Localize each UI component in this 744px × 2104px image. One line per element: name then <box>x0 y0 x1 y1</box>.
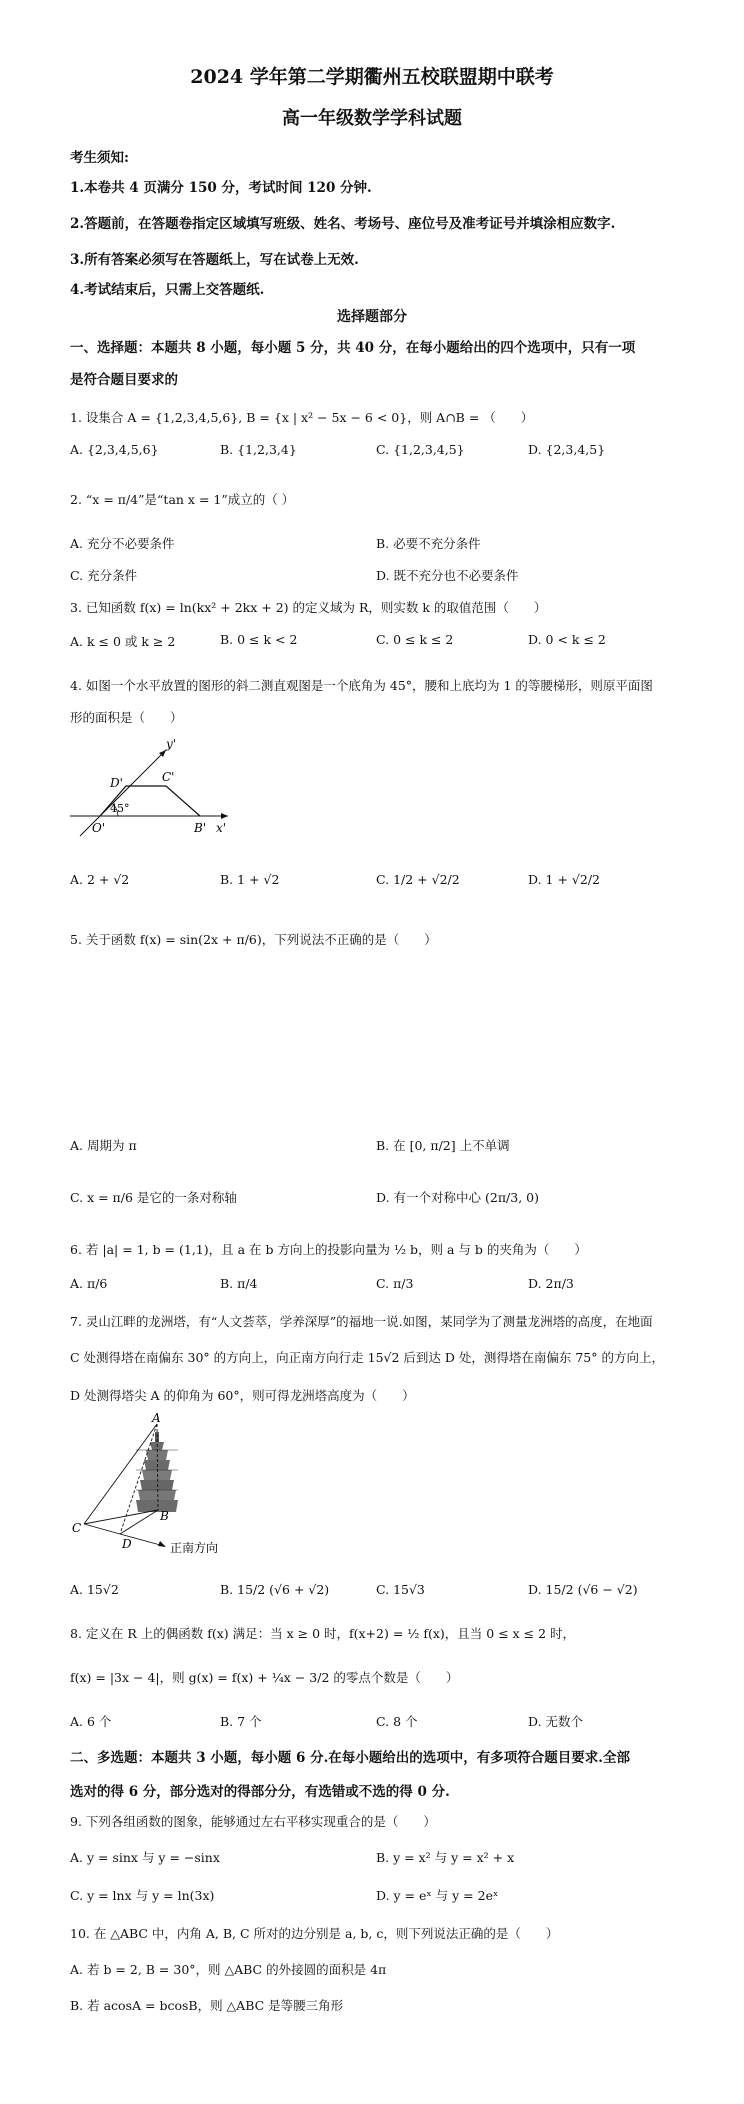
q7-option-c: C. 15√3 <box>376 1582 425 1597</box>
notice-item: 2.答题前，在答题卷指定区域填写班级、姓名、考场号、座位号及准考证号并填涂相应数字. <box>70 216 616 232</box>
tower-figure <box>66 1410 236 1560</box>
question-7-stem-cont2: D 处测得塔尖 A 的仰角为 60°，则可得龙洲塔高度为（ ） <box>70 1388 415 1403</box>
x-axis-arrow <box>221 813 228 819</box>
notice-item: 1.本卷共 4 页满分 150 分，考试时间 120 分钟. <box>70 180 372 196</box>
q5-option-b: B. 在 [0, π/2] 上不单调 <box>376 1138 510 1153</box>
trapezoid-figure <box>66 736 236 844</box>
section1-heading: 一、选择题：本题共 8 小题，每小题 5 分，共 40 分，在每小题给出的四个选项中，只有一项 <box>70 340 636 356</box>
section2-heading: 二、多选题：本题共 3 小题，每小题 6 分.在每小题给出的选项中，有多项符合题目要求.全部 <box>70 1750 630 1766</box>
q1-option-d: D. {2,3,4,5} <box>528 442 606 457</box>
line-cd <box>84 1524 120 1534</box>
question-4-stem-cont: 形的面积是（ ） <box>70 710 183 725</box>
q4-option-b: B. 1 + √2 <box>220 872 280 887</box>
q2-option-a: A. 充分不必要条件 <box>70 536 175 551</box>
q9-option-c: C. y = lnx 与 y = ln(3x) <box>70 1888 215 1903</box>
label-d: D' <box>110 776 123 790</box>
question-7-stem-cont: C 处测得塔在南偏东 30° 的方向上，向正南方向行走 15√2 后到达 D 处，测得塔在南偏东 75° 的方向上， <box>70 1350 664 1365</box>
q8-option-c: C. 8 个 <box>376 1714 418 1729</box>
label-c: C' <box>162 770 175 784</box>
notice-heading: 考生须知: <box>70 150 129 166</box>
part-title: 选择题部分 <box>337 309 407 325</box>
question-10-stem: 10. 在 △ABC 中，内角 A, B, C 所对的边分别是 a, b, c，则下列说法正确的是（ ） <box>70 1926 559 1941</box>
question-2-stem: 2. “x = π/4”是“tan x = 1”成立的（ ） <box>70 492 295 507</box>
question-3-stem: 3. 已知函数 f(x) = ln(kx² + 2kx + 2) 的定义域为 R，则实数 k 的取值范围（ ） <box>70 600 547 615</box>
q6-option-b: B. π/4 <box>220 1276 258 1291</box>
q5-option-a: A. 周期为 π <box>70 1138 137 1153</box>
exam-subtitle: 高一年级数学学科试题 <box>282 108 462 129</box>
q9-option-a: A. y = sinx 与 y = −sinx <box>70 1850 220 1865</box>
q8-option-d: D. 无数个 <box>528 1714 584 1729</box>
q3-option-c: C. 0 ≤ k ≤ 2 <box>376 632 454 647</box>
label-a: A <box>152 1411 161 1425</box>
question-9-stem: 9. 下列各组函数的图象，能够通过左右平移实现重合的是（ ） <box>70 1814 436 1829</box>
q10-option-b: B. 若 acosA = bcosB，则 △ABC 是等腰三角形 <box>70 1998 344 2013</box>
q8-option-b: B. 7 个 <box>220 1714 262 1729</box>
q4-option-c: C. 1/2 + √2/2 <box>376 872 460 887</box>
south-arrow <box>158 1541 166 1547</box>
q7-option-a: A. 15√2 <box>70 1582 119 1597</box>
question-5-stem: 5. 关于函数 f(x) = sin(2x + π/6)，下列说法不正确的是（ ） <box>70 932 437 947</box>
q5-option-c: C. x = π/6 是它的一条对称轴 <box>70 1190 237 1205</box>
q8-option-a: A. 6 个 <box>70 1714 112 1729</box>
question-8-stem-cont: f(x) = |3x − 4|，则 g(x) = f(x) + ¼x − 3/2 的零点个数是（ ） <box>70 1670 459 1685</box>
q2-option-c: C. 充分条件 <box>70 568 138 583</box>
q1-option-a: A. {2,3,4,5,6} <box>70 442 159 457</box>
section2-heading-cont: 选对的得 6 分，部分选对的得部分分，有选错或不选的得 0 分. <box>70 1784 450 1800</box>
q2-option-d: D. 既不充分也不必要条件 <box>376 568 519 583</box>
q4-option-a: A. 2 + √2 <box>70 872 130 887</box>
q4-option-d: D. 1 + √2/2 <box>528 872 600 887</box>
q10-option-a: A. 若 b = 2, B = 30°，则 △ABC 的外接圆的面积是 4π <box>70 1962 387 1977</box>
notice-item: 3.所有答案必须写在答题纸上，写在试卷上无效. <box>70 252 359 268</box>
q5-option-d: D. 有一个对称中心 (2π/3, 0) <box>376 1190 539 1205</box>
section1-heading-cont: 是符合题目要求的 <box>70 372 178 388</box>
label-b: B <box>160 1509 169 1523</box>
q3-option-d: D. 0 < k ≤ 2 <box>528 632 606 647</box>
q6-option-a: A. π/6 <box>70 1276 108 1291</box>
label-y: y' <box>166 737 177 751</box>
q2-option-b: B. 必要不充分条件 <box>376 536 481 551</box>
question-4-stem: 4. 如图一个水平放置的图形的斜二测直观图是一个底角为 45°，腰和上底均为 1 的等腰梯形，则原平面图 <box>70 678 653 693</box>
label-d: D <box>122 1537 132 1551</box>
label-south: 正南方向 <box>170 1541 219 1555</box>
label-angle: 45° <box>110 802 130 815</box>
q6-option-c: C. π/3 <box>376 1276 414 1291</box>
label-o: O' <box>92 821 106 835</box>
q9-option-d: D. y = eˣ 与 y = 2eˣ <box>376 1888 499 1903</box>
exam-title: 2024 学年第二学期衢州五校联盟期中联考 <box>190 66 554 88</box>
q6-option-d: D. 2π/3 <box>528 1276 574 1291</box>
q3-option-b: B. 0 ≤ k < 2 <box>220 632 298 647</box>
question-8-stem: 8. 定义在 R 上的偶函数 f(x) 满足：当 x ≥ 0 时，f(x+2) = ½ f(x)，且当 0 ≤ x ≤ 2 时， <box>70 1626 576 1641</box>
label-c: C <box>72 1521 82 1535</box>
label-b: B' <box>194 821 207 835</box>
q3-option-a: A. k ≤ 0 或 k ≥ 2 <box>70 634 176 649</box>
q1-option-b: B. {1,2,3,4} <box>220 442 297 457</box>
q9-option-b: B. y = x² 与 y = x² + x <box>376 1850 515 1865</box>
q7-option-b: B. 15/2 (√6 + √2) <box>220 1582 330 1597</box>
label-x: x' <box>216 821 227 835</box>
question-7-stem: 7. 灵山江畔的龙洲塔，有“人文荟萃，学养深厚”的福地一说.如图，某同学为了测量龙洲塔的高度，在地面 <box>70 1314 653 1329</box>
q7-option-d: D. 15/2 (√6 − √2) <box>528 1582 638 1597</box>
notice-item: 4.考试结束后，只需上交答题纸. <box>70 282 265 298</box>
question-1-stem: 1. 设集合 A = {1,2,3,4,5,6}, B = {x | x² − 5x − 6 < 0}，则 A∩B = （ ） <box>70 410 534 425</box>
question-6-stem: 6. 若 |a| = 1, b = (1,1)，且 a 在 b 方向上的投影向量为 ½ b，则 a 与 b 的夹角为（ ） <box>70 1242 587 1257</box>
q1-option-c: C. {1,2,3,4,5} <box>376 442 465 457</box>
